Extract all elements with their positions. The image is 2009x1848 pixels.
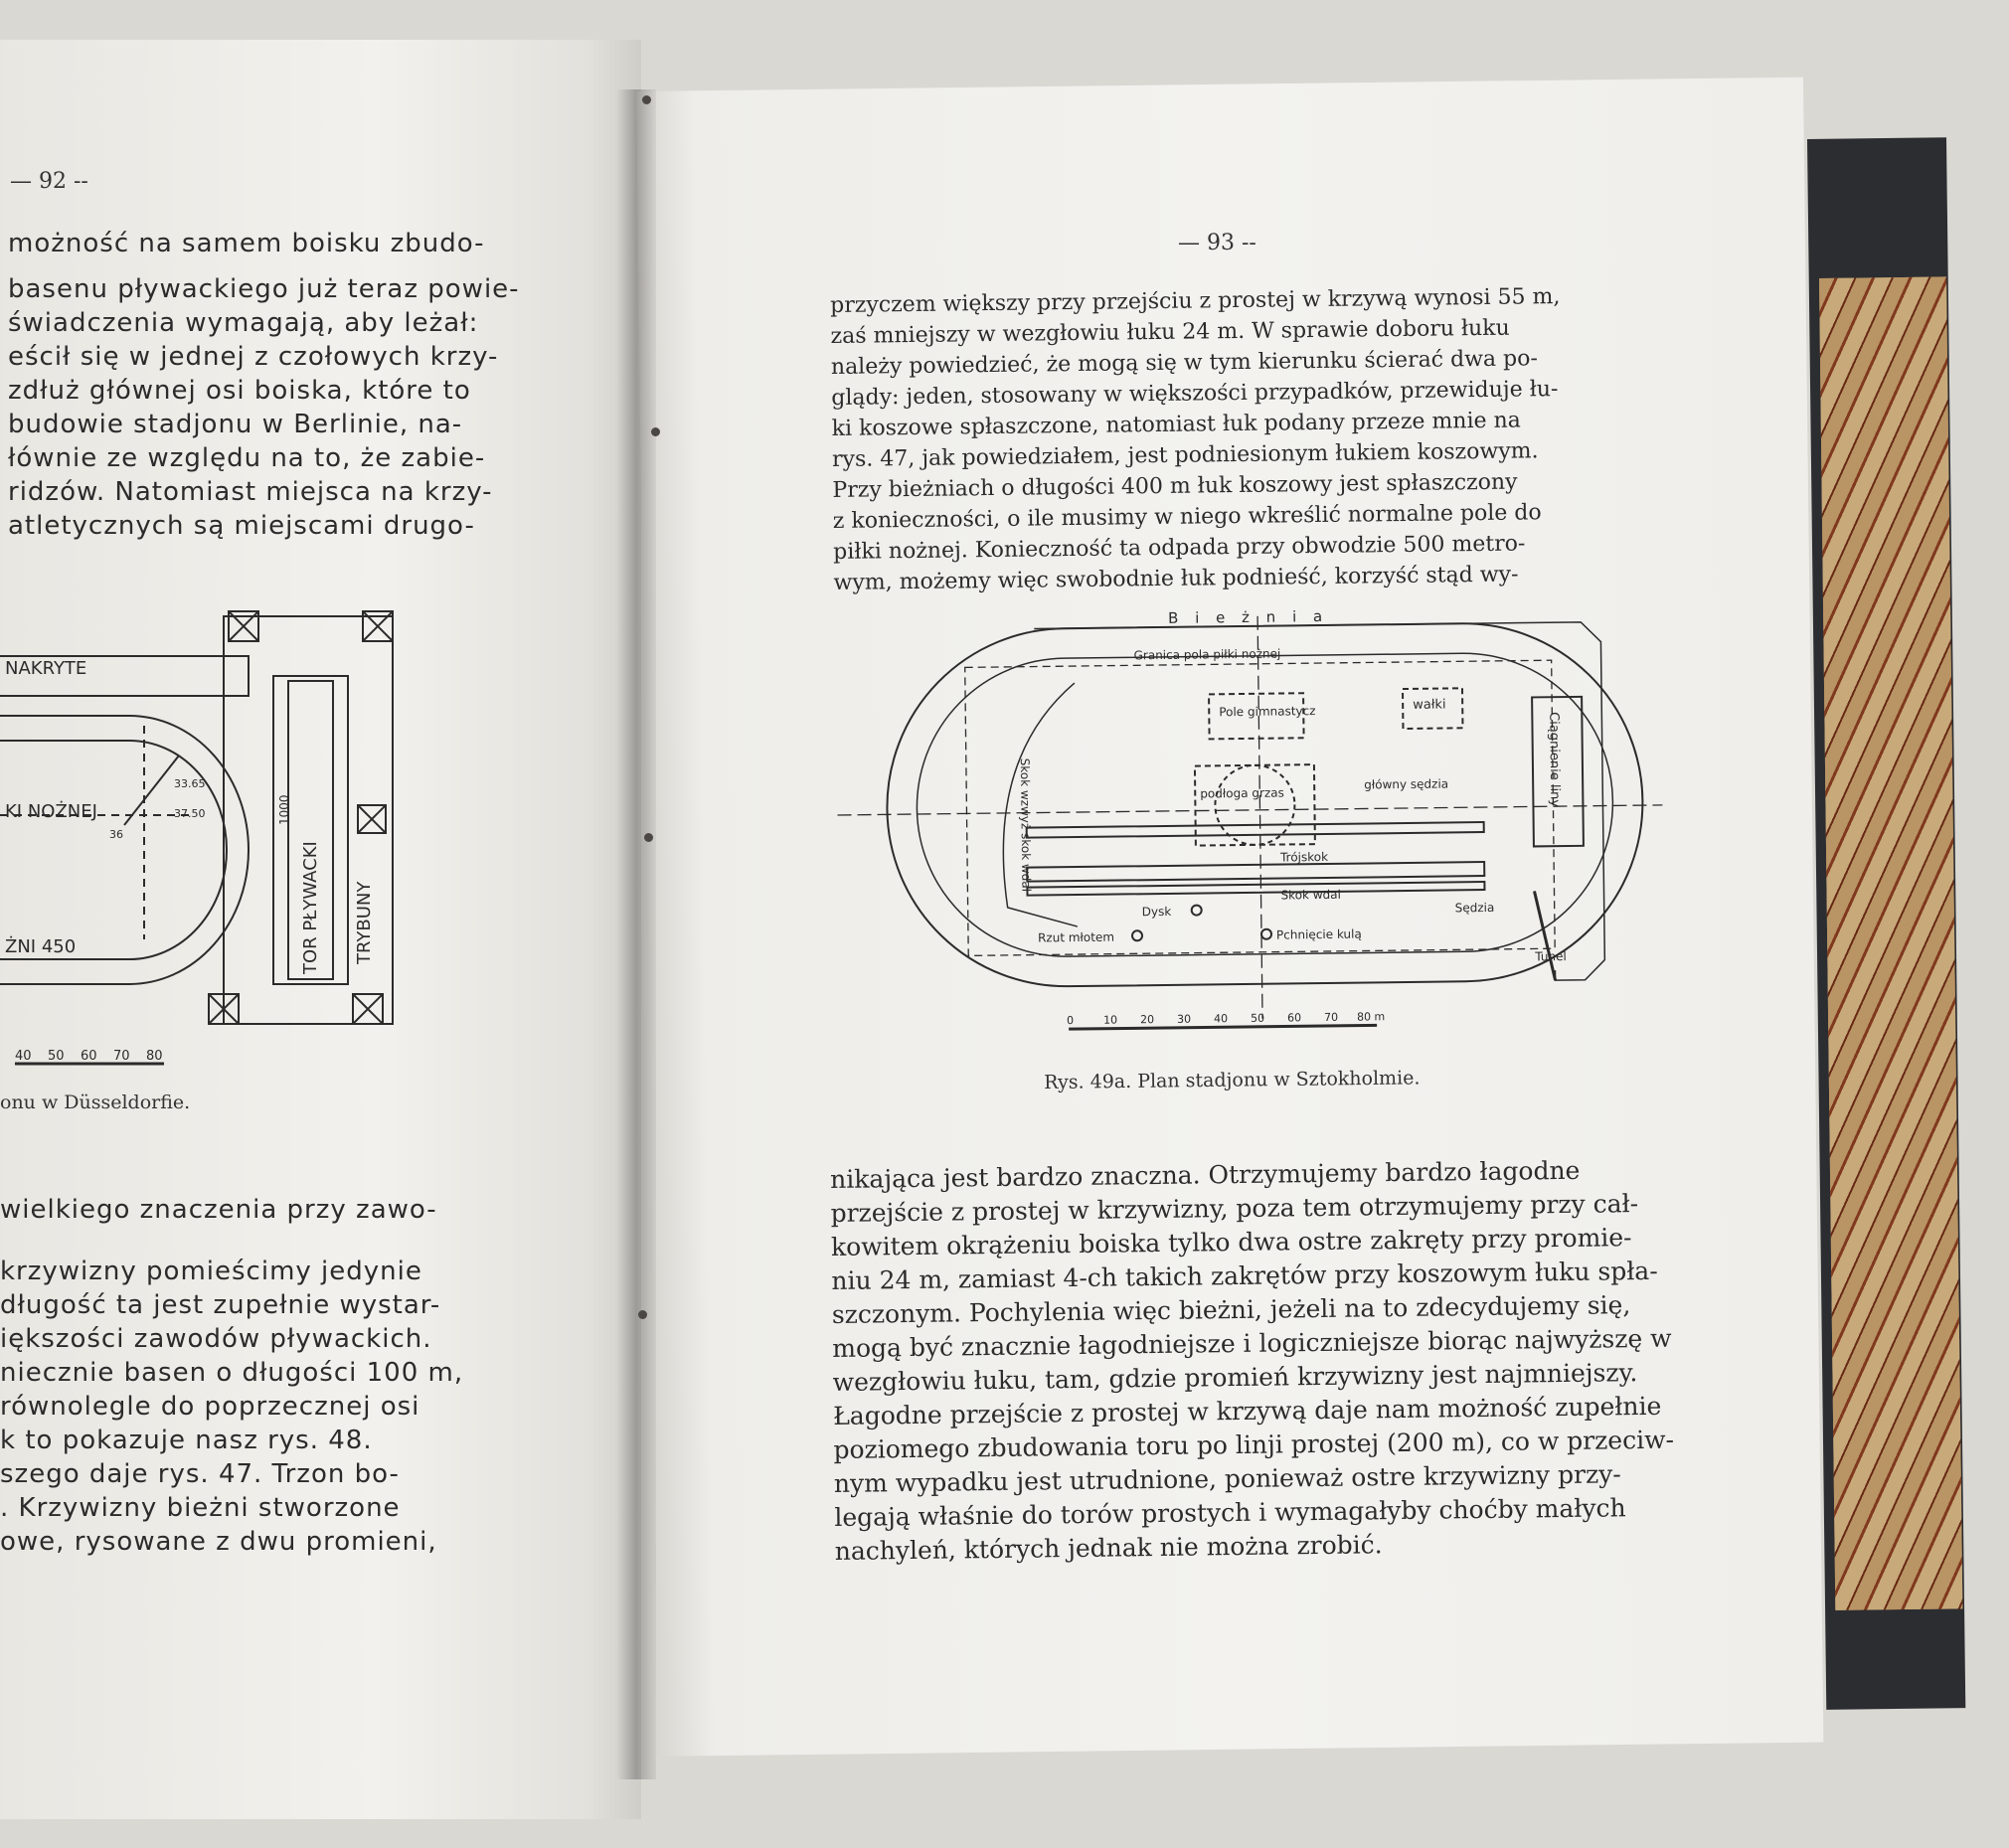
text-line: eścił się w jednej z czołowych krzy-: [8, 342, 499, 372]
left-scale-bar: [15, 1049, 164, 1064]
right-bottom-paragraph: [830, 1153, 1675, 1569]
text-line: niecznie basen o długości 100 m,: [0, 1358, 464, 1388]
label-dimension: 37.50: [174, 807, 206, 820]
text-line: szczonym. Pochylenia więc bieżni, jeżeli na to zdecydujemy się,: [831, 1290, 1631, 1329]
text-line: możność na samem boisku zbudo-: [8, 229, 485, 258]
label-tunnel: Tunel: [1535, 949, 1567, 964]
text-line: krzywizny pomieścimy jedynie: [0, 1257, 422, 1286]
text-line: Przy bieżniach o długości 400 m łuk koszowy jest spłaszczony: [832, 469, 1518, 503]
right-page-number: — 93 --: [1178, 231, 1256, 255]
text-line: mogą być znacznie łagodniejsze i logiczniejsze biorąc najwyższę w: [832, 1323, 1672, 1363]
text-line: wezgłowiu łuku, tam, gdzie promień krzywizny jest najmniejszy.: [832, 1358, 1638, 1397]
label-dimension: 1000: [277, 794, 291, 825]
text-line: należy powiedzieć, że mogą się w tym kierunku ścierać dwa po-: [830, 346, 1538, 380]
text-line: k to pokazuje nasz rys. 48.: [0, 1426, 373, 1455]
scale-tick: 60: [81, 1049, 97, 1064]
text-line: nym wypadku jest utrudnione, ponieważ ostre krzywizny przy-: [833, 1459, 1621, 1498]
text-line: glądy: jeden, stosowany w większości przypadków, przewiduje łu-: [831, 377, 1559, 411]
text-line: ridzów. Natomiast miejsca na krzy-: [8, 477, 493, 507]
text-line: przyczem większy przy przejściu z prostej w krzywą wynosi 55 m,: [830, 284, 1561, 318]
label-tug-of-war: Ciągnienie liny: [1546, 712, 1563, 808]
text-line: poziomego zbudowania toru po linji prostej (200 m), co w przeciw-: [833, 1425, 1675, 1464]
label-long-jump: Skok wdal: [1280, 887, 1341, 903]
label-stand: TRYBUNY: [354, 881, 375, 964]
scale-tick: 10: [1102, 1013, 1118, 1027]
text-line: basenu pływackiego już teraz powie-: [8, 274, 520, 304]
scale-tick: 70: [113, 1049, 130, 1064]
running-track: [885, 621, 1644, 988]
scale-tick: 40: [15, 1049, 32, 1064]
text-line: iększości zawodów pływackich.: [0, 1324, 432, 1354]
text-line: zdłuż głównej osi boiska, które to: [8, 376, 471, 406]
dusseldorf-stadium-plan: [0, 596, 418, 1074]
scale-tick: 0: [1066, 1014, 1075, 1028]
text-line: z konieczności, o ile musimy w niego wkreślić normalne pole do: [832, 500, 1542, 534]
text-line: atletycznych są miejscami drugo-: [8, 511, 475, 541]
text-line: wielkiego znaczenia przy zawo-: [0, 1195, 437, 1225]
text-line: przejście z prostej w krzywizny, poza tem otrzymujemy przy cał-: [830, 1189, 1639, 1228]
text-line: szego daje rys. 47. Trzon bo-: [0, 1459, 400, 1489]
label-judge: Sędzia: [1454, 900, 1495, 916]
text-line: kowitem okrążeniu boiska tylko dwa ostre zakręty przy promie-: [830, 1223, 1632, 1261]
label-roof: NAKRYTE: [5, 658, 87, 679]
left-page-number: — 92 --: [10, 169, 88, 194]
scale-tick: 20: [1139, 1013, 1155, 1027]
text-line: rys. 47, jak powiedziałem, jest podniesionym łukiem koszowym.: [831, 438, 1539, 472]
text-line: niu 24 m, zamiast 4-ch takich zakrętów przy koszowym łuku spła-: [831, 1256, 1658, 1295]
label-dimension: 33.65: [174, 777, 206, 790]
stockholm-stadium-plan: [835, 601, 1665, 1049]
text-line: piłki nożnej. Konieczność ta odpada przy obwodzie 500 metro-: [833, 531, 1526, 565]
text-line: świadczenia wymagają, aby leżał:: [8, 308, 479, 338]
text-line: nikająca jest bardzo znaczna. Otrzymujemy bardzo łagodne: [830, 1155, 1581, 1194]
text-line: równolegle do poprzecznej osi: [0, 1392, 420, 1422]
left-figure-caption: onu w Düsseldorfie.: [0, 1092, 191, 1113]
label-main-judge: główny sędzia: [1364, 776, 1449, 792]
label-triple-jump: Trójskok: [1279, 849, 1329, 865]
label-football-border: Granica pola piłki nożnej: [1133, 646, 1281, 663]
text-line: długość ta jest zupełnie wystar-: [0, 1290, 441, 1320]
binding-hole: [651, 427, 660, 436]
text-line: owe, rysowane z dwu promieni,: [0, 1527, 437, 1557]
left-top-paragraph: [8, 227, 520, 543]
scale-tick: 80: [146, 1049, 163, 1064]
label-track: ŻNI 450: [5, 936, 77, 957]
scale-tick: 60: [1286, 1011, 1302, 1025]
right-top-paragraph: [830, 281, 1564, 598]
label-pool: TOR PŁYWACKI: [300, 841, 321, 974]
scale-tick: 80 m: [1356, 1010, 1386, 1024]
text-line: zaś mniejszy w wezgłowiu łuku 24 m. W sprawie doboru łuku: [830, 315, 1510, 349]
text-line: legają właśnie do torów prostych i wymagałyby choćby małych: [834, 1493, 1626, 1532]
label-shot-put: Pchnięcie kulą: [1275, 926, 1362, 942]
label-dimension: 36: [109, 828, 123, 841]
label-field: KI NOŻNEJ: [5, 801, 97, 822]
scale-tick: 50: [48, 1049, 65, 1064]
binding-hole: [644, 833, 653, 842]
marbled-cover: [1819, 276, 1962, 1609]
scale-tick: 70: [1323, 1010, 1339, 1025]
label-gym-field: Pole gimnastycz: [1219, 704, 1316, 720]
label-hammer: Rzut młotem: [1037, 929, 1115, 945]
label-track: B i e ż n i a: [1167, 606, 1329, 627]
text-line: budowie stadjonu w Berlinie, na-: [8, 410, 463, 439]
text-line: wym, możemy więc swobodnie łuk podnieść, korzyść stąd wy-: [833, 562, 1519, 595]
label-kiosk: wałki: [1413, 697, 1446, 713]
left-bottom-paragraph: [0, 1193, 463, 1559]
right-scale-bar: [1067, 1010, 1385, 1029]
text-line: łównie ze względu na to, że zabie-: [8, 443, 486, 473]
label-discus-area: podłoga grzas: [1200, 785, 1284, 801]
text-line: nachyleń, których jednak nie można zrobić.: [834, 1530, 1383, 1566]
text-line: Łagodne przejście z prostej w krzywą daje nam możność zupełnie: [832, 1391, 1662, 1430]
scale-tick: 50: [1250, 1011, 1265, 1025]
label-jump: Skok wzwyż skok wdal: [1017, 757, 1034, 893]
text-line: . Krzywizny bieżni stworzone: [0, 1493, 401, 1523]
label-discus: Dysk: [1141, 904, 1172, 920]
book-gutter: [616, 89, 656, 1779]
right-figure-caption: Rys. 49a. Plan stadjonu w Sztokholmie.: [1044, 1067, 1421, 1093]
binding-hole: [638, 1310, 647, 1319]
scale-tick: 40: [1213, 1012, 1229, 1026]
scale-tick: 30: [1176, 1012, 1192, 1026]
binding-hole: [642, 95, 651, 104]
text-line: ki koszowe spłaszczone, natomiast łuk podany przeze mnie na: [831, 408, 1521, 441]
